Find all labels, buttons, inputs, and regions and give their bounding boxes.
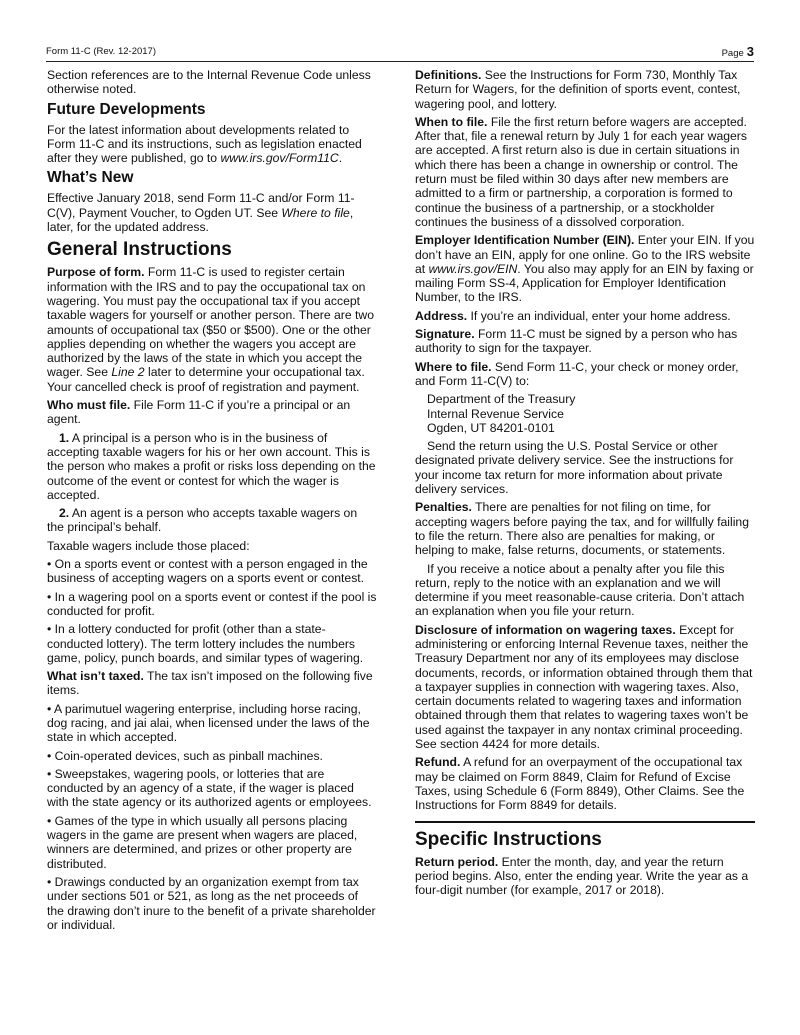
principal-paragraph: 1. A principal is a person who is in the business of accepting taxable wagers for his or her own account. This is the person who makes a profit or risks loss depending on the outcome of the event or contest for which the wager is accepted. xyxy=(47,430,376,502)
penalties-paragraph: Penalties. There are penalties for not filing on time, for accepting wagers before paying the tax, and for willfully failing to file the return. There also are penalties for making, or helping to make, false returns, documents, or statements. xyxy=(415,500,749,558)
right-column xyxy=(415,68,755,901)
refund-paragraph: Refund. A refund for an overpayment of the occupational tax may be claimed on Form 8849, Claim for Refund of Excise Taxes, using Schedule 6 (Form 8849), Other Claims. See the Instructions for Form 8849 for details. xyxy=(415,755,745,813)
whats-new-heading: What’s New xyxy=(47,169,134,187)
signature-paragraph: Signature. Form 11-C must be signed by a person who has authority to sign for the taxpayer. xyxy=(415,327,738,356)
left-column xyxy=(47,68,377,936)
general-instructions-heading: General Instructions xyxy=(47,239,232,261)
list-item: • Coin-operated devices, such as pinball machines. xyxy=(47,748,323,763)
taxable-wagers-intro: Taxable wagers include those placed: xyxy=(47,538,250,553)
section-divider xyxy=(415,821,755,823)
mailing-address xyxy=(427,392,755,435)
list-item: • A parimutuel wagering enterprise, including horse racing, dog racing, and jai alai, when licensed under the laws of the state in which accepted. xyxy=(47,701,370,745)
page-header xyxy=(46,44,754,60)
agent-paragraph: 2. An agent is a person who accepts taxable wagers on the principal’s behalf. xyxy=(47,506,358,535)
specific-instructions-heading: Specific Instructions xyxy=(415,828,602,850)
page-number-value: 3 xyxy=(746,44,754,59)
who-must-file-paragraph: Who must file. File Form 11-C if you’re a principal or an agent. xyxy=(47,398,351,427)
address-line: Department of the Treasury xyxy=(427,392,576,407)
address-line: Internal Revenue Service xyxy=(427,406,564,421)
delivery-paragraph: Send the return using the U.S. Postal Service or other designated private delivery service. See the instructions for your income tax return for more information about private delivery services. xyxy=(415,439,734,497)
form-id: Form 11-C (Rev. 12-2017) xyxy=(46,46,156,57)
form11c-link[interactable]: www.irs.gov/Form11C xyxy=(220,151,339,166)
list-item: • On a sports event or contest with a person engaged in the business of accepting wagers on a sports event or contest. xyxy=(47,557,368,586)
disclosure-paragraph: Disclosure of information on wagering taxes. Except for administering or enforcing Internal Revenue taxes, neither the Treasury Department nor any of its employees may disclose documents, records, or information obtained through them that a taxpayer supplies in connection with wagering taxes. Also, certain documents related to wagering taxes and information obtained through them that relates to wagering taxes won’t be used against the taxpayer in any nontax criminal proceeding. See section 4424 for more details. xyxy=(415,622,753,752)
page-label: Page xyxy=(721,48,744,59)
whats-new-text: Effective January 2018, send Form 11-C and/or Form 11-C(V), Payment Voucher, to Ogden UT. See Where to file, later, for the updated address. xyxy=(47,191,355,235)
address-line: Ogden, UT 84201-0101 xyxy=(427,420,555,435)
list-item: • In a lottery conducted for profit (other than a state-conducted lottery). The term lottery includes the numbers game, policy, punch boards, and similar types of wagering. xyxy=(47,622,364,665)
future-developments-text: For the latest information about developments related to Form 11-C and its instructions, such as legislation enacted after they were published, go to www.irs.gov/Form11C. xyxy=(47,122,362,166)
intro-text: Section references are to the Internal Revenue Code unless otherwise noted. xyxy=(47,68,371,97)
when-to-file-paragraph: When to file. File the first return before wagers are accepted. After that, file a renewal return by July 1 for each year wagers are accepted. A first return also is due in certain situations in which there has been a change in ownership or control. The return must be filed within 30 days after new members are admitted to a firm or partnership, a corporation is formed to continue the business of a partnership, or a stockholder continues the business of a dissolved corporation. xyxy=(415,114,747,229)
address-paragraph: Address. If you’re an individual, enter your home address. xyxy=(415,308,731,323)
list-item: • Sweepstakes, wagering pools, or lotteries that are conducted by an agency of a state, if the wager is placed with the state agency or its authorized agents or employees. xyxy=(47,766,372,810)
ein-link[interactable]: www.irs.gov/EIN xyxy=(428,261,518,276)
header-rule xyxy=(46,61,754,62)
not-taxed-paragraph: What isn’t taxed. The tax isn’t imposed on the following five items. xyxy=(47,669,373,698)
page-number xyxy=(722,44,754,62)
where-to-file-paragraph: Where to file. Send Form 11-C, your check or money order, and Form 11-C(V) to: xyxy=(415,359,739,388)
ein-paragraph: Employer Identification Number (EIN). Enter your EIN. If you don’t have an EIN, apply for one online. Go to the IRS website at www.irs.gov/EIN. You also may apply for an EIN by faxing or mailing Form SS-4, Application for Employer Identification Number, to the IRS. xyxy=(415,233,755,305)
purpose-paragraph: Purpose of form. Form 11-C is used to register certain information with the IRS and to pay the occupational tax on wagering. You must pay the occupational tax if you accept taxable wagers for yourself or another person. There are two amounts of occupational tax ($50 or $500). One or the other applies depending on whether the wagers you accept are authorized by the laws of the state in which you accept the wager. See Line 2 later to determine your occupational tax. Your cancelled check is proof of registration and payment. xyxy=(47,265,374,394)
list-item: • Games of the type in which usually all persons placing wagers in the game are present when wagers are placed, winners are determined, and prizes or other property are distributed. xyxy=(47,813,358,871)
future-developments-heading: Future Developments xyxy=(47,100,206,118)
penalty-notice-paragraph: If you receive a notice about a penalty after you file this return, reply to the notice with an explanation and we will determine if you meet reasonable-cause criteria. Don’t attach an explanation when you file your return. xyxy=(415,561,745,619)
definitions-paragraph: Definitions. See the Instructions for Form 730, Monthly Tax Return for Wagers, for the definition of sports event, contest, wagering pool, and lottery. xyxy=(415,68,741,111)
list-item: • In a wagering pool on a sports event or contest if the pool is conducted for profit. xyxy=(47,589,377,618)
return-period-paragraph: Return period. Enter the month, day, and year the return period begins. Also, enter the ending year. Write the year as a four-digit number (for example, 2017 or 2018). xyxy=(415,854,749,898)
list-item: • Drawings conducted by an organization exempt from tax under sections 501 or 521, as long as the net proceeds of the drawing don’t inure to the benefit of a private shareholder or individual. xyxy=(47,874,376,932)
